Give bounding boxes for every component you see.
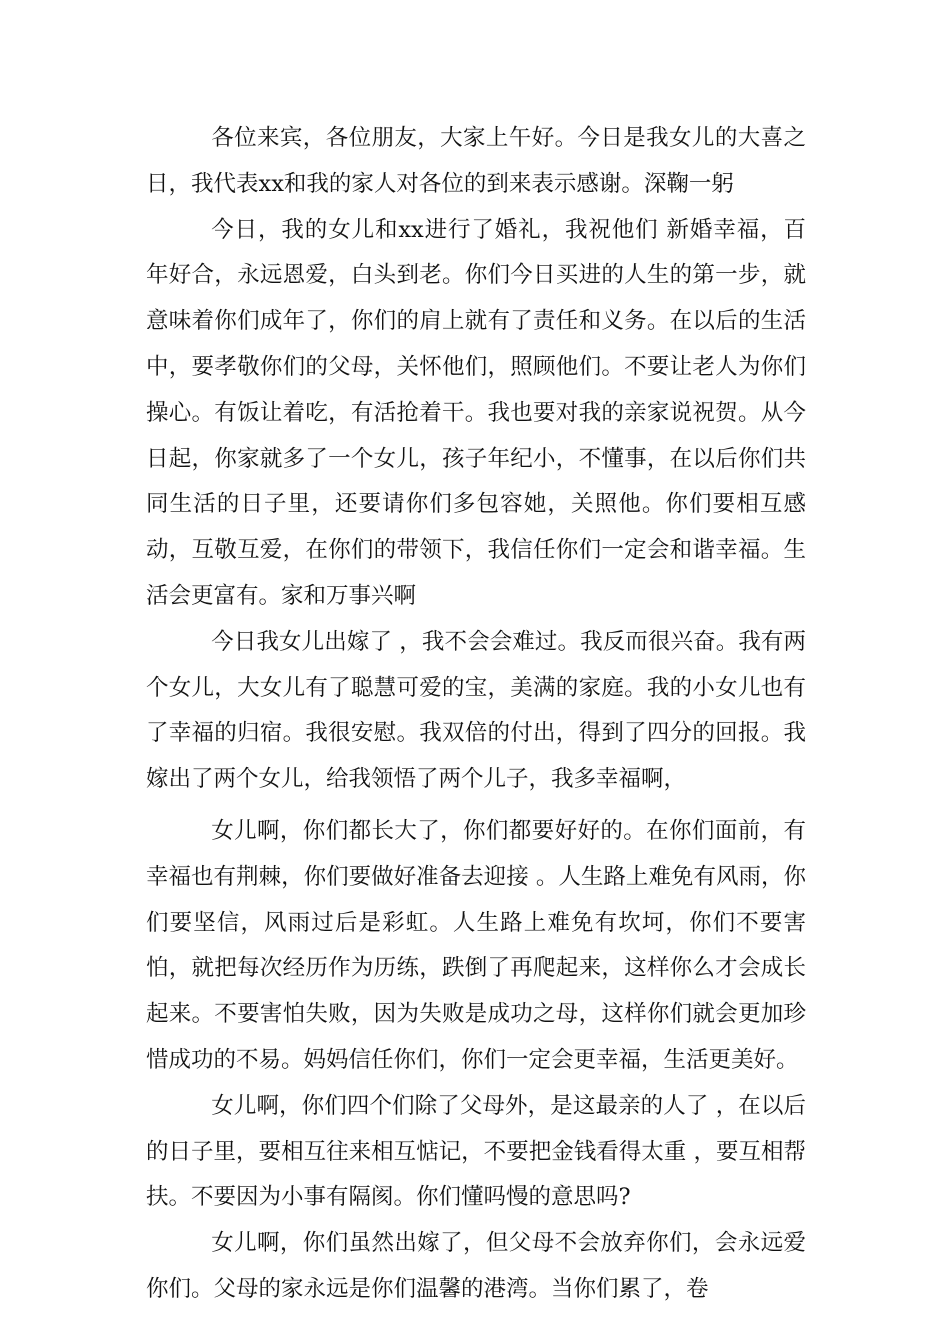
paragraph-wedding-blessing: 今日，我的女儿和xx进行了婚礼，我祝他们 新婚幸福，百年好合，永远恩爱，白头到老。你们今日买进的人生的第一步，就意味着你们成年了，你们的肩上就有了责任和义务。在以后的生活中，要孝敬你们的父母，关怀他们，照顾他们。不要让老人为你们操心。有饭让着吃，有活抢着干。我也要对我的亲家说祝贺。从今日起，你家就多了一个女儿，孩子年纪小，不懂事，在以后你们共同生活的日子里，还要请你们多包容她，关照他。你们要相互感动，互敬互爱，在你们的带领下，我信任你们一定会和谐幸福。生活会更富有。家和万事兴啊: [146, 216, 806, 609]
paragraph-greeting: 各位来宾，各位朋友，大家上午好。今日是我女儿的大喜之日，我代表xx和我的家人对各位的到来表示感谢。深鞠一躬: [146, 125, 806, 197]
paragraph-daughters: 今日我女儿出嫁了 ，我不会会难过。我反而很兴奋。我有两个女儿，大女儿有了聪慧可爱的宝，美满的家庭。我的小女儿也有了幸福的归宿。我很安慰。我双倍的付出，得到了四分的回报。我嫁出了两个女儿，给我领悟了两个儿子，我多幸福啊，: [146, 628, 806, 793]
paragraph-advice: 女儿啊，你们都长大了，你们都要好好的。在你们面前，有幸福也有荆棘，你们要做好准备去迎接 。人生路上难免有风雨，你们要坚信，风雨过后是彩虹。人生路上难免有坎坷，你们不要害怕，就把每次经历作为历练，跌倒了再爬起来，这样你么才会成长起来。不要害怕失败，因为失败是成功之母，这样你们就会更加珍惜成功的不易。妈妈信任你们，你们一定会更幸福，生活更美好。: [146, 817, 806, 1073]
paragraph-sisters: 女儿啊，你们四个们除了父母外，是这最亲的人了 ，在以后的日子里，要相互往来相互惦记，不要把金钱看得太重 ，要互相帮扶。不要因为小事有隔阂。你们懂吗慢的意思吗?: [146, 1092, 806, 1211]
document-body: [146, 116, 806, 1313]
paragraph-home: 女儿啊，你们虽然出嫁了，但父母不会放弃你们，会永远爱你们。父母的家永远是你们温馨的港湾。当你们累了，卷: [146, 1230, 806, 1302]
